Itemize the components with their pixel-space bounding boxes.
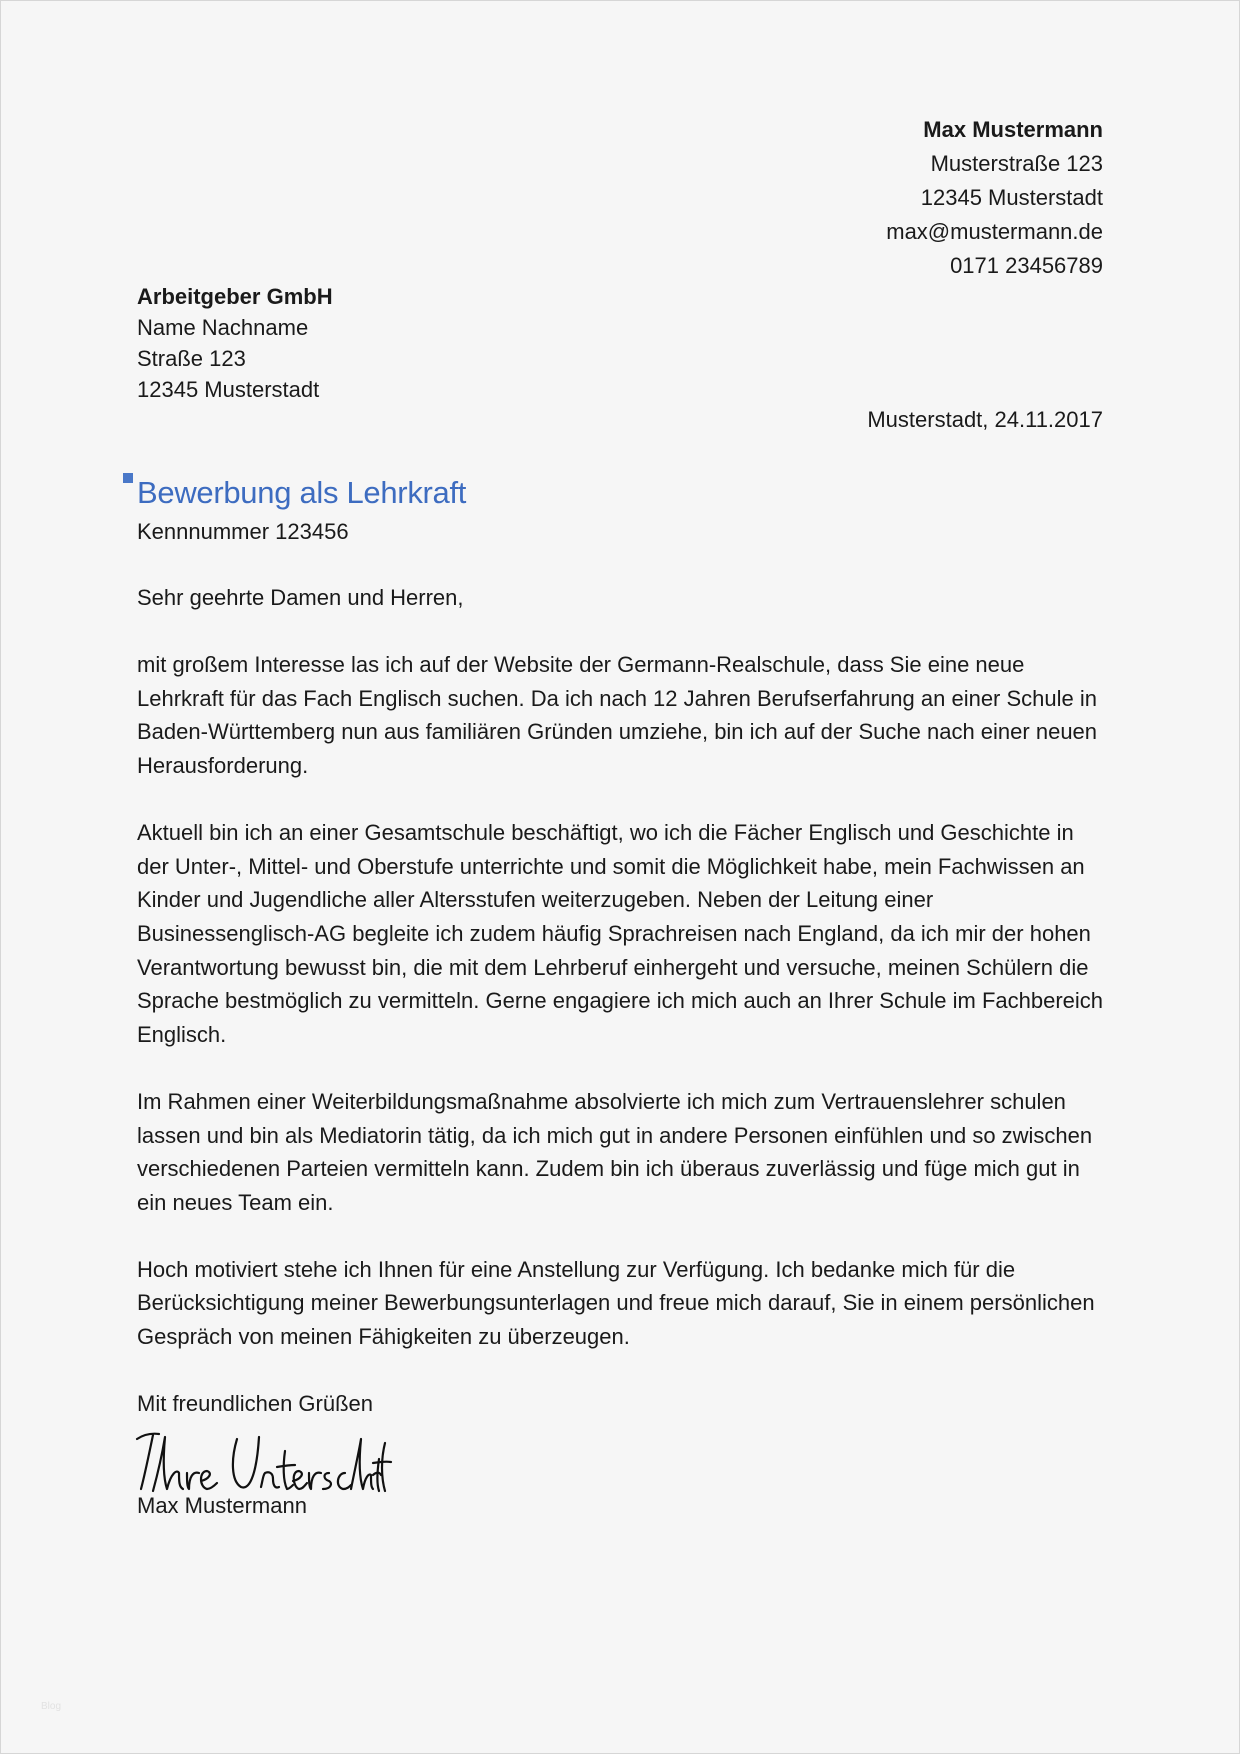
- body-paragraph-4: Hoch motiviert stehe ich Ihnen für eine Anstellung zur Verfügung. Ich bedanke mich für die Berücksichtigung meiner Bewerbungsunterlagen und freue mich darauf, Sie in einem persönlichen Gespräch von meinen Fähigkeiten zu überzeugen.: [137, 1256, 1095, 1350]
- body-paragraph-2: Aktuell bin ich an einer Gesamtschule beschäftigt, wo ich die Fächer Englisch und Geschichte in der Unter-, Mittel- und Oberstufe unterrichte und somit die Möglichkeit habe, mein Fachwissen an Kinder und Jugendliche aller Altersstufen weiterzugeben. Neben der Leitung einer Businessenglisch-AG begleite ich zudem häufig Sprachreisen nach England, da ich mir der hohen Verantwortung bewusst bin, die mit dem Lehrberuf einhergeht und versuche, meinen Schülern die Sprache bestmöglich zu vermitteln. Gerne engagiere ich mich auch an Ihrer Schule im Fachbereich Englisch.: [137, 820, 1104, 1047]
- recipient-city: 12345 Musterstadt: [137, 377, 320, 402]
- body-paragraph-1: mit großem Interesse las ich auf der Website der Germann-Realschule, dass Sie eine neue Lehrkraft für das Fach Englisch suchen. Da ich nach 12 Jahren Berufserfahrung an einer Schule in Baden-Württemberg nun aus familiären Gründen umziehe, bin ich auf der Suche nach einer neuen Herausforderung.: [137, 652, 1098, 778]
- watermark-mark: Blog: [41, 1701, 62, 1712]
- recipient-street: Straße 123: [137, 346, 246, 371]
- recipient-contact: Name Nachname: [137, 315, 309, 340]
- sender-name: Max Mustermann: [923, 117, 1103, 142]
- letter-body: [137, 581, 1105, 1387]
- body-paragraph-3: Im Rahmen einer Weiterbildungsmaßnahme absolvierte ich mich zum Vertrauenslehrer schulen lassen und bin als Mediatorin tätig, da ich mich gut in andere Personen einfühlen und so zwischen verschiedenen Parteien vermitteln kann. Zudem bin ich überaus zuverlässig und füge mich gut in ein neues Team ein.: [137, 1088, 1093, 1215]
- letter-date: Musterstadt, 24.11.2017: [867, 407, 1103, 432]
- subject-heading: Bewerbung als Lehrkraft: [137, 475, 467, 510]
- sender-phone: 0171 23456789: [950, 253, 1103, 278]
- printed-signature-name: Max Mustermann: [137, 1493, 307, 1518]
- reference-number: Kennnummer 123456: [137, 519, 349, 544]
- sender-email: max@mustermann.de: [886, 219, 1103, 244]
- recipient-address-block: [137, 281, 333, 405]
- heading-marker-icon: [123, 473, 133, 483]
- sender-address-block: [886, 113, 1103, 283]
- sender-city: 12345 Musterstadt: [920, 185, 1103, 210]
- salutation: Sehr geehrte Damen und Herren,: [137, 585, 464, 610]
- sender-street: Musterstraße 123: [930, 151, 1103, 176]
- closing-line: Mit freundlichen Grüßen: [137, 1391, 373, 1416]
- recipient-company: Arbeitgeber GmbH: [137, 284, 333, 309]
